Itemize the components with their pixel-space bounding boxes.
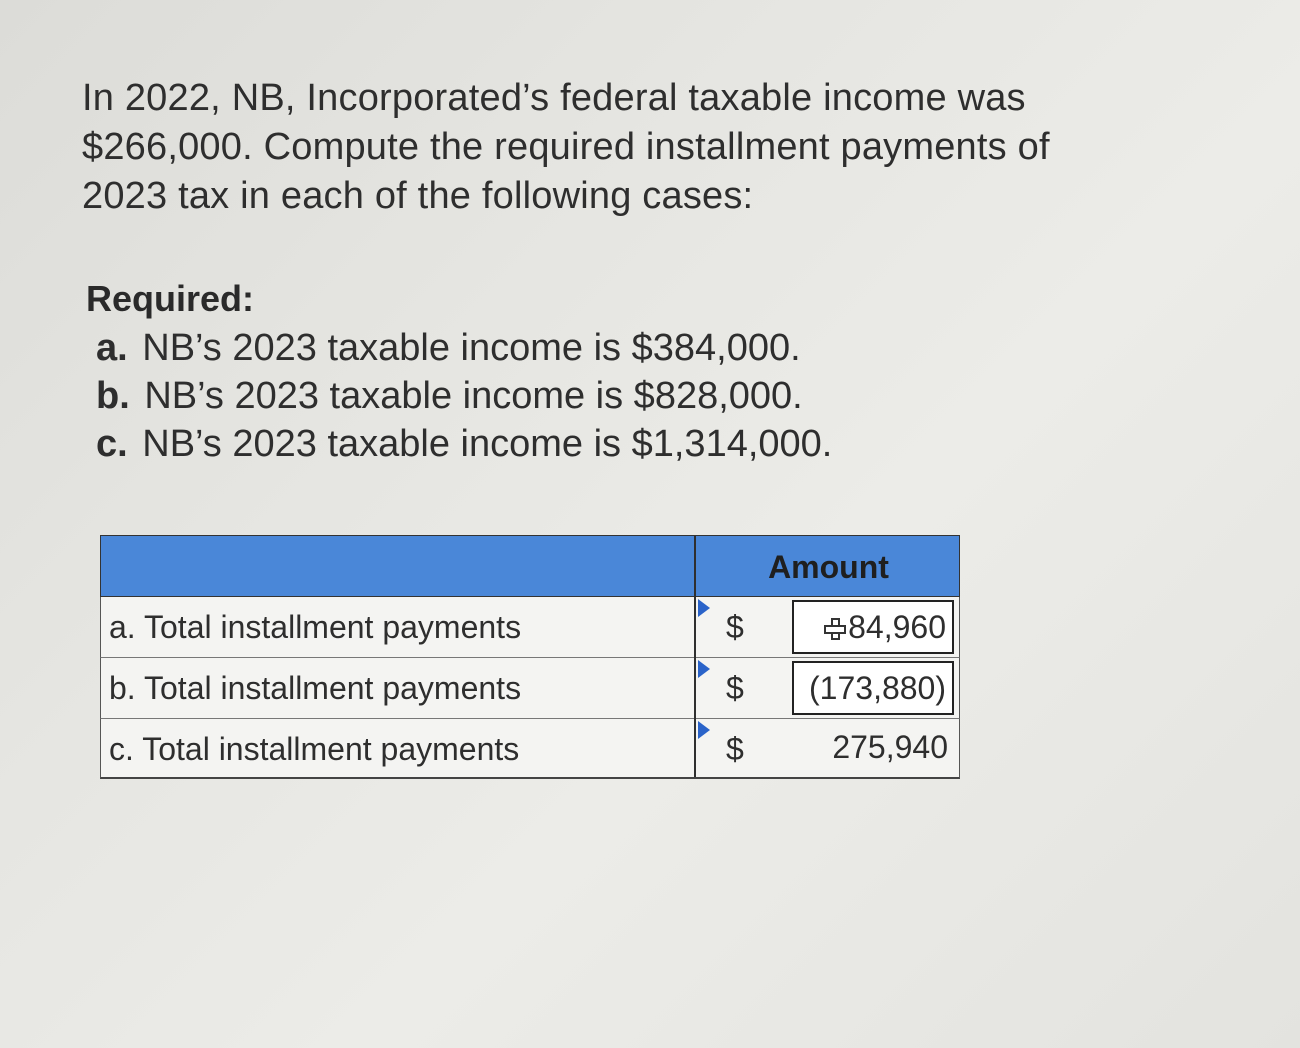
flag-icon (698, 660, 710, 678)
amount-input-c[interactable]: 275,940 (832, 729, 948, 765)
amount-cell (694, 658, 961, 719)
problem-line: $266,000. Compute the required installment payments of (82, 126, 1050, 168)
move-cursor-icon (824, 618, 846, 640)
amount-column-header: Amount (768, 549, 889, 585)
required-item-text: NB’s 2023 taxable income is $828,000. (144, 375, 803, 417)
required-item-a (96, 324, 832, 372)
problem-statement (82, 74, 1202, 221)
row-label: b. Total installment payments (109, 670, 522, 706)
flag-icon (698, 721, 710, 739)
table-header (100, 535, 960, 597)
row-label: c. Total installment payments (109, 731, 520, 767)
amount-cell (694, 719, 961, 777)
required-item-c (96, 420, 832, 468)
amount-input-a[interactable] (792, 600, 954, 654)
required-heading: Required: (86, 278, 255, 319)
problem-line: 2023 tax in each of the following cases: (82, 175, 754, 217)
required-item-b (96, 372, 832, 420)
table-row-a (100, 597, 960, 658)
amount-input-b[interactable]: (173,880) (792, 661, 954, 715)
currency-symbol: $ (726, 731, 744, 767)
amount-cell (694, 597, 961, 658)
currency-symbol: $ (726, 670, 744, 706)
table-row-c (100, 719, 960, 779)
required-item-letter: b. (96, 375, 130, 417)
table-row-b (100, 658, 960, 719)
required-list (96, 324, 832, 468)
flag-icon (698, 599, 710, 617)
amount-value: 84,960 (848, 609, 946, 645)
required-item-text: NB’s 2023 taxable income is $384,000. (142, 327, 801, 369)
answer-table (100, 535, 960, 779)
currency-symbol: $ (726, 609, 744, 645)
required-item-text: NB’s 2023 taxable income is $1,314,000. (142, 423, 833, 465)
problem-line: In 2022, NB, Incorporated’s federal taxable income was (82, 77, 1026, 119)
required-item-letter: c. (96, 423, 128, 465)
row-label: a. Total installment payments (109, 609, 522, 645)
required-item-letter: a. (96, 327, 128, 369)
